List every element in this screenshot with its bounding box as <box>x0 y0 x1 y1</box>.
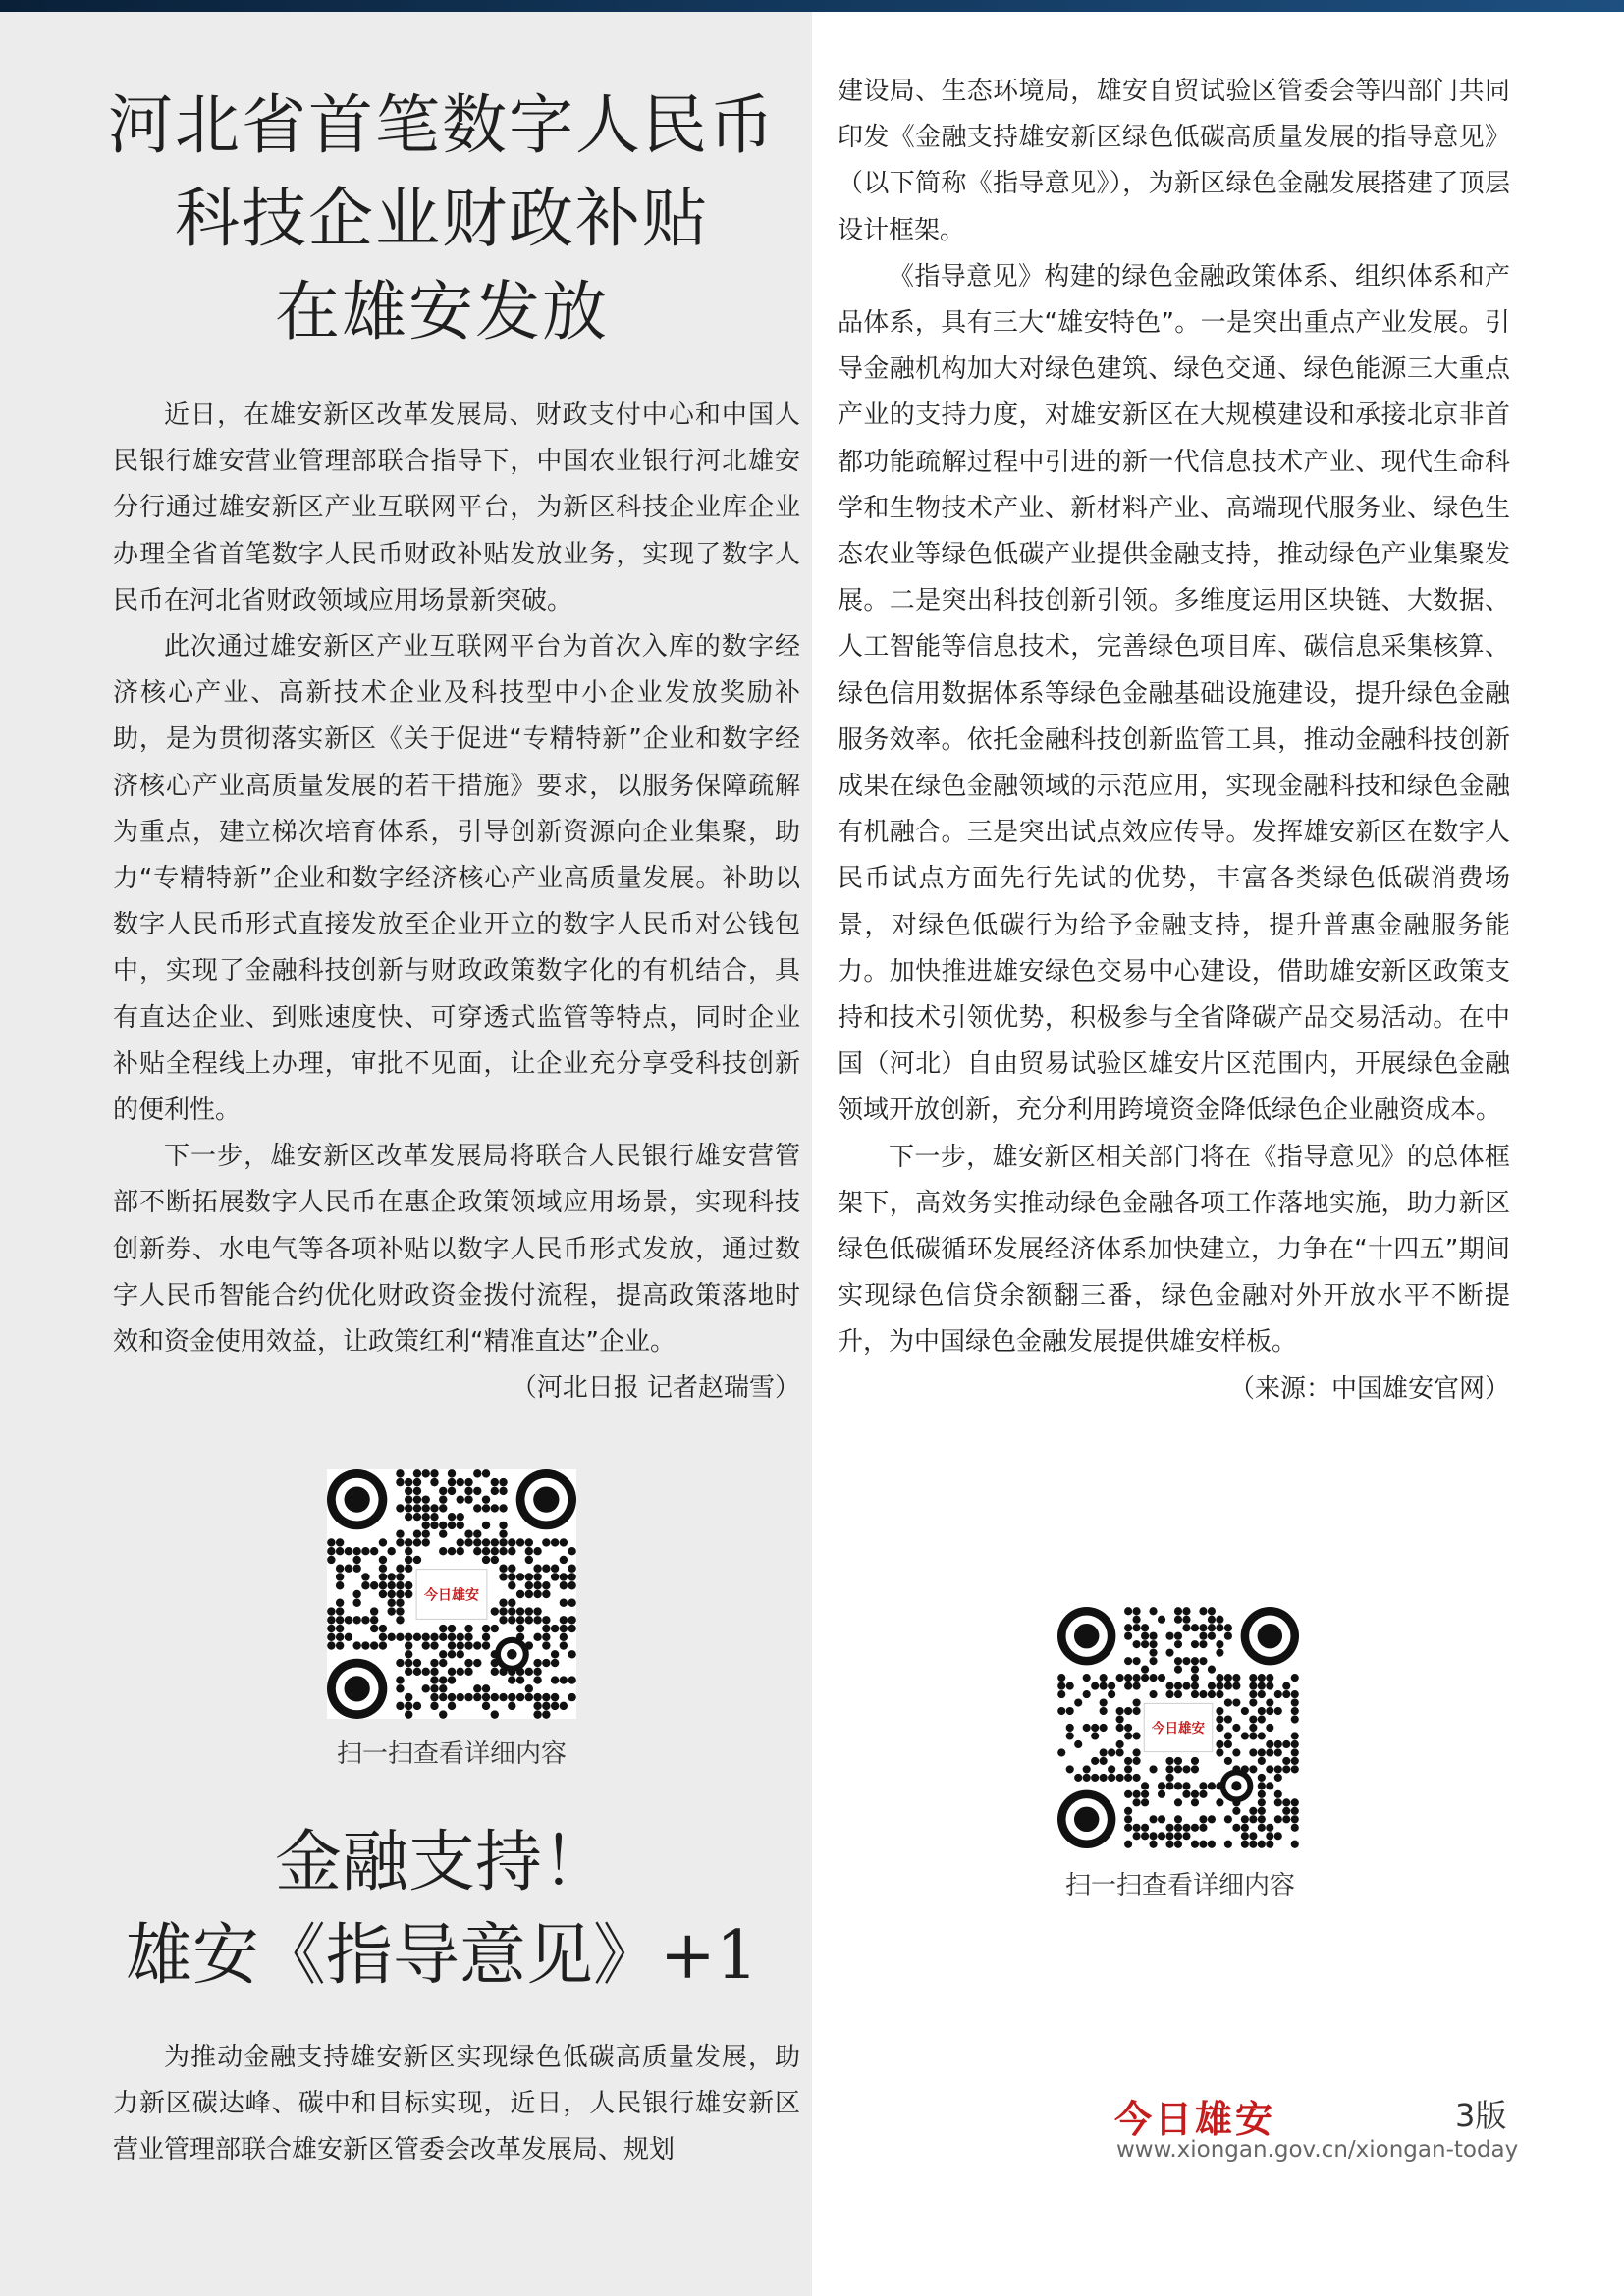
brand-logo: 今日雄安 <box>1114 2097 1276 2141</box>
article1-qr-code[interactable] <box>327 1469 576 1719</box>
qr-code-icon <box>327 1469 576 1719</box>
article1-credit: （河北日报 记者赵瑞雪） <box>511 1373 800 1404</box>
article2-headline <box>69 1816 815 2002</box>
article2-paragraph: 下一步，雄安新区相关部门将在《指导意见》的总体框架下，高效务实推动绿色金融各项工作落地实施，助力新区绿色低碳循环发展经济体系加快建立，力争在“十四五”期间实现绿色信贷余额翻三番，绿色金融对外开放水平不断提升，为中国绿色金融发展提供雄安样板。 <box>838 1142 1510 1358</box>
article1-headline-line: 在雄安发放 <box>275 274 609 349</box>
svg-text:今日雄安: 今日雄安 <box>1151 1721 1206 1737</box>
article1-body <box>113 393 800 1412</box>
article2-headline-line: 雄安《指导意见》+1 <box>125 1917 759 1995</box>
article2-body <box>838 69 1510 1413</box>
article1-paragraph: 近日，在雄安新区改革发展局、财政支付中心和中国人民银行雄安营业管理部联合指导下，中国农业银行河北雄安分行通过雄安新区产业互联网平台，为新区科技企业库企业办理全省首笔数字人民币财政补贴发放业务，实现了数字人民币在河北省财政领域应用场景新突破。 <box>113 400 800 615</box>
article1-headline-line: 科技企业财政补贴 <box>175 181 709 256</box>
article2-qr-code[interactable] <box>1057 1607 1299 1848</box>
page-edition: 3版 <box>1455 2097 1507 2134</box>
article1-qr-caption: 扫一扫查看详细内容 <box>336 1739 567 1769</box>
website-url[interactable]: www.xiongan.gov.cn/xiongan-today <box>1116 2137 1519 2163</box>
article1-paragraph: 此次通过雄安新区产业互联网平台为首次入库的数字经济核心产业、高新技术企业及科技型中小企业发放奖励补助，是为贯彻落实新区《关于促进“专精特新”企业和数字经济核心产业高质量发展的若干措施》要求，以服务保障疏解为重点，建立梯次培育体系，引导创新资源向企业集聚，助力“专精特新”企业和数字经济核心产业高质量发展。补助以数字人民币形式直接发放至企业开立的数字人民币对公钱包中，实现了金融科技创新与财政政策数字化的有机结合，具有直达企业、到账速度快、可穿透式监管等特点，同时企业补贴全程线上办理，审批不见面，让企业充分享受科技创新的便利性。 <box>113 632 800 1126</box>
article2-paragraph-continued: 建设局、生态环境局，雄安自贸试验区管委会等四部门共同印发《金融支持雄安新区绿色低碳高质量发展的指导意见》（以下简称《指导意见》），为新区绿色金融发展搭建了顶层设计框架。 <box>838 77 1510 245</box>
article2-paragraph: 《指导意见》构建的绿色金融政策体系、组织体系和产品体系，具有三大“雄安特色”。一是突出重点产业发展。引导金融机构加大对绿色建筑、绿色交通、绿色能源三大重点产业的支持力度，对雄安新区在大规模建设和承接北京非首都功能疏解过程中引进的新一代信息技术产业、现代生命科学和生物技术产业、新材料产业、高端现代服务业、绿色生态农业等绿色低碳产业提供金融支持，推动绿色产业集聚发展。二是突出科技创新引领。多维度运用区块链、大数据、人工智能等信息技术，完善绿色项目库、碳信息采集核算、绿色信用数据体系等绿色金融基础设施建设，提升绿色金融服务效率。依托金融科技创新监管工具，推动金融科技创新成果在绿色金融领域的示范应用，实现金融科技和绿色金融有机融合。三是突出试点效应传导。发挥雄安新区在数字人民币试点方面先行先试的优势，丰富各类绿色低碳消费场景，对绿色低碳行为给予金融支持，提升普惠金融服务能力。加快推进雄安绿色交易中心建设，借助雄安新区政策支持和技术引领优势，积极参与全省降碳产品交易活动。在中国（河北）自由贸易试验区雄安片区范围内，开展绿色金融领域开放创新，充分利用跨境资金降低绿色企业融资成本。 <box>838 261 1510 1126</box>
article2-intro <box>113 2035 800 2174</box>
article2-source: （来源：中国雄安官网） <box>1228 1373 1510 1404</box>
article2-paragraph: 为推动金融支持雄安新区实现绿色低碳高质量发展，助力新区碳达峰、碳中和目标实现，近日，人民银行雄安新区营业管理部联合雄安新区管委会改革发展局、规划 <box>113 2043 800 2165</box>
article2-qr-caption: 扫一扫查看详细内容 <box>1064 1871 1295 1900</box>
article2-headline-line: 金融支持！ <box>274 1824 609 1901</box>
article1-paragraph: 下一步，雄安新区改革发展局将联合人民银行雄安营管部不断拓展数字人民币在惠企政策领域应用场景，实现科技创新券、水电气等各项补贴以数字人民币形式发放，通过数字人民币智能合约优化财政资金拨付流程，提高政策落地时效和资金使用效益，让政策红利“精准直达”企业。 <box>113 1142 800 1358</box>
qr-code-icon <box>1057 1607 1299 1848</box>
top-bar <box>0 0 1624 12</box>
svg-text:今日雄安: 今日雄安 <box>424 1587 479 1604</box>
article1-headline-line: 河北省首笔数字人民币 <box>108 87 776 163</box>
article1-headline <box>69 79 815 358</box>
